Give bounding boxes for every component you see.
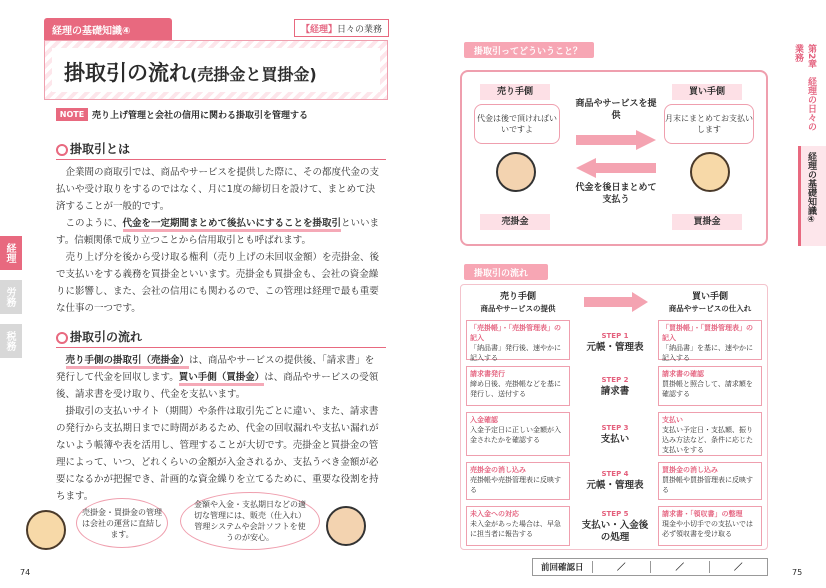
paragraph: このように、代金を一定期間まとめて後払いにすることを掛取引といいます。信頼関係で成り立つことから信用取引とも呼ばれます。 — [56, 218, 380, 246]
flow-buyer-step2: 請求書の確認 買掛帳と照合して、請求額を確認する — [658, 366, 762, 406]
flow-seller-step2: 請求書発行 締め日後、売掛帳などを基に発行し、送付する — [466, 366, 570, 406]
seller-label: 売り手側 — [480, 84, 550, 100]
paragraph: 企業間の商取引では、商品やサービスを提供した際に、その都度代金の支払いや受け取りをするのではなく、月に1度の締切日を設けて、まとめて決済することが一般的です。 — [56, 167, 380, 212]
speech-bubble: 金額や入金・支払期日などの適切な管理には、販売（仕入れ）管理システムや会計ソフトを使うのが安心。 — [180, 492, 320, 550]
flow-seller-step4: 売掛金の消し込み 売掛帳や売掛管理表に反映する — [466, 462, 570, 500]
section-heading-1: 掛取引とは — [56, 140, 386, 160]
chapter-vertical-tab: 第2章 経理の日々の業務 — [793, 44, 816, 132]
page-number-right: 75 — [792, 568, 803, 577]
seller-speech: 代金は後で頂ければいいですよ — [474, 104, 560, 144]
step-3: STEP 3 支払い — [600, 424, 630, 445]
buyer-label: 買い手側 — [672, 84, 742, 100]
review-label: 前回確認日 — [533, 561, 593, 573]
speech-bubble: 売掛金・買掛金の管理は会社の運営に直結します。 — [76, 498, 168, 548]
flow-buyer-step5: 請求書・「領収書」の整理 現金や小切手での支払いでは必ず領収書を受け取る — [658, 506, 762, 546]
step-1: STEP 1 元帳・管理表 — [586, 332, 644, 353]
flow-seller-step3: 入金確認 入金予定日に正しい金額が入金されたかを確認する — [466, 412, 570, 456]
side-tab-tax[interactable]: 税務 — [0, 324, 22, 358]
section-tag-2: 掛取引の流れ — [464, 264, 548, 280]
payable-label: 買掛金 — [672, 214, 742, 230]
review-slot[interactable]: ／ — [734, 563, 743, 573]
flow-seller-step5: 未入金への対応 未入金があった場合は、早急に担当者に報告する — [466, 506, 570, 546]
receivable-label: 売掛金 — [480, 214, 550, 230]
page-number-left: 74 — [20, 568, 31, 577]
page-title: 掛取引の流れ(売掛金と買掛金) — [52, 48, 380, 92]
chapter-tab: 経理の基礎知識④ — [44, 18, 172, 40]
side-tab-labor[interactable]: 労務 — [0, 280, 22, 314]
review-date-box[interactable] — [532, 558, 768, 576]
seller-character-icon — [496, 152, 536, 192]
step-2: STEP 2 請求書 — [600, 376, 630, 397]
paragraph: 売り上げ分を後から受け取る権利（売り上げの未回収金額）を売掛金、後で支払いをする義務を買掛金といいます。売掛金も買掛金も、会社の資金繰りに影響し、また、会社の信用にも関わるので、この管理は経理で最も重要な仕事の一つです。 — [56, 252, 380, 314]
buyer-character-icon — [690, 152, 730, 192]
step-5: STEP 5 支払い・入金後の処理 — [581, 510, 649, 543]
section-tag-1: 掛取引ってどういうこと？ — [464, 42, 594, 58]
buyer-speech: 月末にまとめてお支払いします — [664, 104, 754, 144]
arrow-right-text: 商品やサービスを提供 — [575, 99, 657, 121]
side-tab-accounting[interactable]: 経理 — [0, 236, 22, 270]
flow-seller-header: 売り手側 商品やサービスの提供 — [480, 292, 556, 313]
section-heading-2: 掛取引の流れ — [56, 328, 386, 348]
paragraph: 掛取引の支払いサイト（期間）や条件は取引先ごとに違い、また、請求書の発行から支払期日までに時間があるため、代金の回収漏れや支払い漏れがないよう帳簿や表を活用し、管理することが大切です。売掛金と買掛金の管理によって、いつ、どれくらいの金額が入金されるか、支払うべき金額が必要になるかが把握でき、計画的な資金繰りを立てるために、重要な役割を持ちます。 — [56, 406, 379, 502]
flow-buyer-step1: 「買掛帳」・「買掛管理表」の記入 「納品書」を基に、速やかに記入する — [658, 320, 762, 360]
note-text: 売り上げ管理と会社の信用に関わる掛取引を管理する — [92, 111, 309, 121]
section-vertical-tab[interactable]: 経理の基礎知識④ — [798, 146, 826, 246]
arrow-left-text: 代金を後日まとめて支払う — [575, 183, 657, 205]
note-label: NOTE — [56, 108, 88, 121]
man-character-icon — [326, 506, 366, 546]
category-badge: 【経理】日々の業務 — [294, 19, 389, 37]
flow-buyer-header: 買い手側 商品やサービスの仕入れ — [668, 292, 752, 313]
flow-seller-step1: 「売掛帳」・「売掛管理表」の記入 「納品書」発行後、速やかに記入する — [466, 320, 570, 360]
step-4: STEP 4 元帳・管理表 — [586, 470, 644, 491]
paragraph: 売り手側の掛取引（売掛金）は、商品やサービスの提供後、「請求書」を発行して代金を回収します。買い手側（買掛金）は、商品やサービスの受領後、請求書を受け取り、代金を支払います。 — [56, 355, 379, 400]
flow-buyer-step4: 買掛金の消し込み 買掛帳や買掛管理表に反映する — [658, 462, 762, 500]
woman-character-icon — [26, 510, 66, 550]
flow-buyer-step3: 支払い 支払い予定日・支払額、振り込み方法など、条件に応じた支払いをする — [658, 412, 762, 456]
review-slot[interactable]: ／ — [593, 561, 652, 573]
review-slot[interactable]: ／ — [651, 561, 710, 573]
